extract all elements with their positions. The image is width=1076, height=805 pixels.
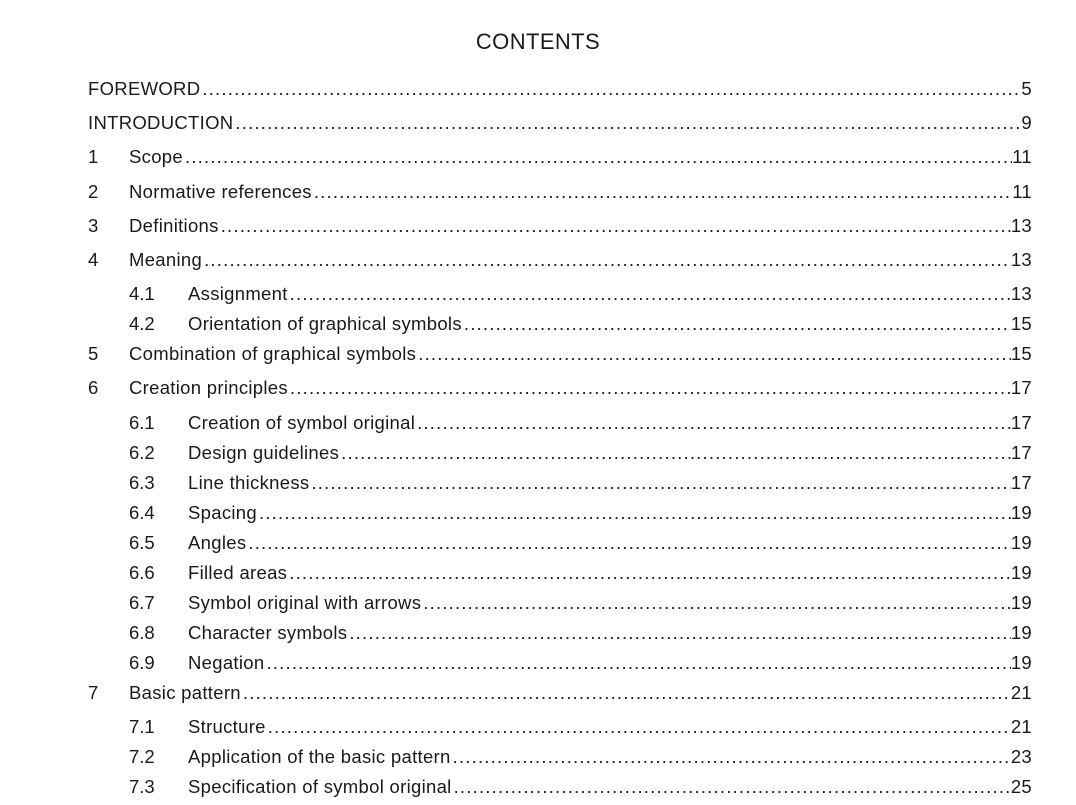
toc-entry-page-number: 25 xyxy=(1010,776,1032,797)
toc-entry-number: 6.8 xyxy=(129,622,155,643)
toc-entry-number: 4 xyxy=(88,249,99,270)
toc-entry[interactable] xyxy=(129,591,1032,615)
toc-entry-page-number: 19 xyxy=(1010,592,1032,613)
toc-leader-dots xyxy=(257,501,1011,525)
toc-entry-number: 6.4 xyxy=(129,502,155,523)
toc-entry-number: 6.2 xyxy=(129,442,155,463)
toc-entry-page-number: 17 xyxy=(1010,412,1032,433)
toc-entry-label: Symbol original with arrows xyxy=(188,592,422,613)
toc-entry[interactable] xyxy=(129,282,1032,306)
toc-entry-page-number: 19 xyxy=(1010,562,1032,583)
toc-entry-label: Filled areas xyxy=(188,562,288,583)
toc-entry[interactable] xyxy=(129,411,1032,435)
toc-leader-dots xyxy=(233,111,1021,135)
toc-entry[interactable] xyxy=(88,214,1032,238)
toc-leader-dots xyxy=(264,651,1010,675)
toc-entry-label: Structure xyxy=(188,716,266,737)
toc-entry[interactable] xyxy=(129,561,1032,585)
toc-entry-label: Scope xyxy=(129,146,183,167)
toc-entry[interactable] xyxy=(129,441,1032,465)
toc-leader-dots xyxy=(183,145,1012,169)
toc-entry-number: 6.5 xyxy=(129,532,155,553)
toc-entry-label: Creation of symbol original xyxy=(188,412,416,433)
toc-entry-label: INTRODUCTION xyxy=(88,112,234,133)
toc-entry-label: Creation principles xyxy=(129,377,288,398)
toc-entry[interactable] xyxy=(88,376,1032,400)
toc-entry[interactable] xyxy=(129,471,1032,495)
toc-entry[interactable] xyxy=(88,342,1032,366)
toc-leader-dots xyxy=(451,745,1011,769)
toc-leader-dots xyxy=(309,471,1010,495)
toc-entry-label: Angles xyxy=(188,532,247,553)
toc-leader-dots xyxy=(288,282,1011,306)
toc-entry-page-number: 21 xyxy=(1010,716,1032,737)
toc-leader-dots xyxy=(202,248,1011,272)
toc-entry[interactable] xyxy=(129,715,1032,739)
toc-entry[interactable] xyxy=(88,180,1032,204)
toc-entry-label: Line thickness xyxy=(188,472,310,493)
toc-entry-number: 7 xyxy=(88,682,99,703)
toc-entry-page-number: 9 xyxy=(1021,112,1032,133)
toc-entry-label: Application of the basic pattern xyxy=(188,746,451,767)
toc-entry-page-number: 11 xyxy=(1012,146,1032,167)
toc-entry[interactable] xyxy=(129,531,1032,555)
page-title: CONTENTS xyxy=(475,29,601,54)
toc-entry-label: Basic pattern xyxy=(129,682,241,703)
toc-leader-dots xyxy=(288,376,1011,400)
toc-entry[interactable] xyxy=(129,651,1032,675)
toc-entry-number: 3 xyxy=(88,215,99,236)
toc-leader-dots xyxy=(312,180,1012,204)
toc-entry-page-number: 15 xyxy=(1010,313,1032,334)
toc-entry-page-number: 13 xyxy=(1010,215,1032,236)
toc-leader-dots xyxy=(266,715,1011,739)
toc-entry-label: Definitions xyxy=(129,215,219,236)
toc-leader-dots xyxy=(462,312,1011,336)
toc-leader-dots xyxy=(421,591,1011,615)
toc-entry-number: 2 xyxy=(88,181,99,202)
toc-entry-page-number: 17 xyxy=(1010,442,1032,463)
toc-entry-label: Meaning xyxy=(129,249,203,270)
toc-leader-dots xyxy=(200,77,1021,101)
toc-entry-label: Orientation of graphical symbols xyxy=(188,313,462,334)
toc-leader-dots xyxy=(241,681,1011,705)
toc-leader-dots xyxy=(416,342,1011,366)
toc-entry[interactable] xyxy=(88,77,1032,101)
toc-entry-page-number: 17 xyxy=(1010,377,1032,398)
toc-entry[interactable] xyxy=(88,111,1032,135)
toc-entry[interactable] xyxy=(88,248,1032,272)
toc-entry-page-number: 5 xyxy=(1021,78,1032,99)
toc-entry-label: Design guidelines xyxy=(188,442,340,463)
toc-leader-dots xyxy=(452,775,1011,799)
toc-entry-number: 7.3 xyxy=(129,776,155,797)
toc-entry-label: Spacing xyxy=(188,502,257,523)
toc-entry-label: FOREWORD xyxy=(88,78,201,99)
toc-entry[interactable] xyxy=(129,775,1032,799)
toc-entry-number: 4.1 xyxy=(129,283,155,304)
toc-entry-page-number: 19 xyxy=(1010,532,1032,553)
toc-entry-label: Normative references xyxy=(129,181,312,202)
toc-leader-dots xyxy=(415,411,1011,435)
toc-entry-page-number: 23 xyxy=(1010,746,1032,767)
toc-entry-page-number: 19 xyxy=(1010,502,1032,523)
toc-leader-dots xyxy=(246,531,1010,555)
toc-entry-label: Combination of graphical symbols xyxy=(129,343,417,364)
toc-entry-page-number: 11 xyxy=(1012,181,1032,202)
toc-entry[interactable] xyxy=(129,621,1032,645)
toc-entry[interactable] xyxy=(129,501,1032,525)
toc-entry-label: Specification of symbol original xyxy=(188,776,452,797)
toc-entry-label: Character symbols xyxy=(188,622,348,643)
toc-entry-number: 7.1 xyxy=(129,716,155,737)
toc-entry[interactable] xyxy=(88,681,1032,705)
toc-entry-page-number: 17 xyxy=(1010,472,1032,493)
toc-entry-number: 6.9 xyxy=(129,652,155,673)
toc-entry-page-number: 13 xyxy=(1010,283,1032,304)
toc-entry-number: 4.2 xyxy=(129,313,155,334)
toc-entry-label: Assignment xyxy=(188,283,288,304)
toc-entry[interactable] xyxy=(129,312,1032,336)
toc-entry-page-number: 15 xyxy=(1010,343,1032,364)
toc-entry-number: 6.1 xyxy=(129,412,155,433)
toc-entry-page-number: 13 xyxy=(1010,249,1032,270)
toc-leader-dots xyxy=(287,561,1011,585)
toc-entry-page-number: 19 xyxy=(1010,622,1032,643)
toc-entry-number: 7.2 xyxy=(129,746,155,767)
toc-entry-page-number: 19 xyxy=(1010,652,1032,673)
toc-entry-number: 1 xyxy=(88,146,99,167)
toc-entry[interactable] xyxy=(88,145,1032,169)
toc-leader-dots xyxy=(339,441,1011,465)
toc-entry[interactable] xyxy=(129,745,1032,769)
toc-entry-number: 6.3 xyxy=(129,472,155,493)
toc-entry-number: 6.7 xyxy=(129,592,155,613)
toc-entry-number: 6 xyxy=(88,377,99,398)
toc-entry-number: 6.6 xyxy=(129,562,155,583)
toc-leader-dots xyxy=(347,621,1010,645)
toc-entry-number: 5 xyxy=(88,343,99,364)
toc-entry-label: Negation xyxy=(188,652,265,673)
toc-leader-dots xyxy=(219,214,1011,238)
toc-entry-page-number: 21 xyxy=(1010,682,1032,703)
